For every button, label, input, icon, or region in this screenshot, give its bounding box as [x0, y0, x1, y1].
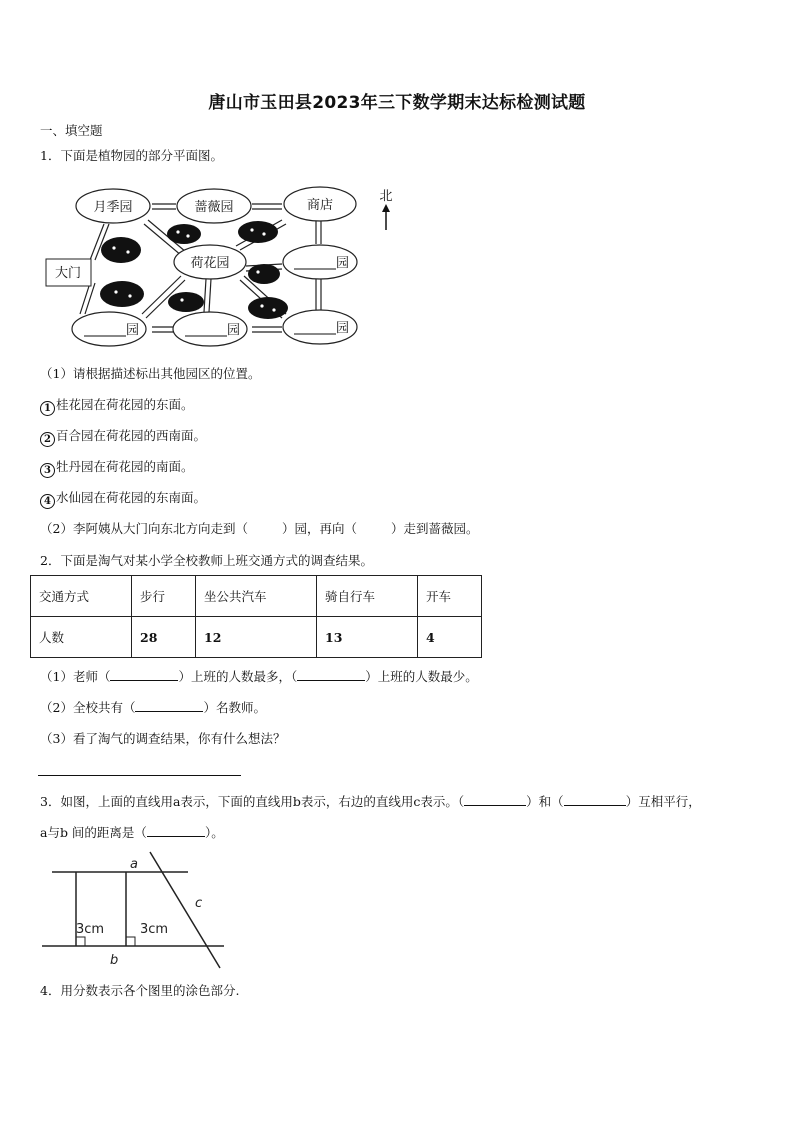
answer-blank[interactable] [110, 668, 178, 681]
q3-line1 [40, 792, 701, 810]
q2-sub1 [40, 667, 478, 685]
garden-map [36, 180, 406, 350]
q3-part: ）和（ [526, 794, 564, 809]
table-row [31, 576, 482, 617]
q3-line2 [40, 823, 224, 841]
answer-blank[interactable] [297, 668, 365, 681]
circled-number: 2 [40, 432, 55, 447]
q2-sub1-part: ）上班的人数最少。 [365, 669, 478, 684]
line-c [150, 852, 220, 968]
label-shangdian: 商店 [306, 198, 334, 213]
q1-item-text: 桂花园在荷花园的东面。 [56, 397, 194, 412]
q2-sub1-part: ）上班的人数最多，（ [178, 669, 298, 684]
answer-blank[interactable] [147, 824, 205, 837]
q1-item-text: 水仙园在荷花园的东南面。 [56, 490, 207, 505]
q1-item-1 [40, 395, 194, 416]
table-cell: 28 [132, 617, 196, 658]
table-cell: 4 [418, 617, 482, 658]
label-qiangwei: 蔷薇园 [194, 200, 234, 215]
label-blank-east: 园 [336, 256, 350, 271]
answer-blank[interactable] [464, 793, 526, 806]
q2-sub2-part: （2）全校共有（ [40, 700, 136, 715]
circled-number: 1 [40, 401, 55, 416]
table-cell: 13 [317, 617, 418, 658]
q1-item-text: 牡丹园在荷花园的南面。 [56, 459, 194, 474]
survey-table [30, 575, 482, 658]
parallel-lines-figure [38, 848, 238, 973]
label-yueji: 月季园 [93, 200, 133, 215]
q4-stem: 4．用分数表示各个图里的涂色部分. [40, 983, 240, 998]
page-title: 唐山市玉田县2023年三下数学期末达标检测试题 [208, 93, 586, 113]
table-header-cell: 骑自行车 [317, 576, 418, 617]
q3-part: 3．如图，上面的直线用a表示，下面的直线用b表示，右边的直线用c表示。（ [40, 794, 465, 809]
table-cell: 12 [196, 617, 317, 658]
q3-part: a与b 间的距离是（ [40, 825, 147, 840]
label-damen: 大门 [54, 266, 82, 281]
q1-item-text: 百合园在荷花园的西南面。 [56, 428, 207, 443]
q1-item-2 [40, 426, 206, 447]
table-header-cell: 步行 [132, 576, 196, 617]
table-header-cell: 坐公共汽车 [196, 576, 317, 617]
q1-item-3 [40, 457, 194, 478]
circled-number: 3 [40, 463, 55, 478]
north-arrow-icon [382, 204, 390, 230]
north-label: 北 [379, 189, 393, 204]
label-blank-s: 园 [227, 323, 241, 338]
q2-sub2-part: ）名教师。 [203, 700, 266, 715]
q2-sub2 [40, 698, 266, 716]
label-blank-se: 园 [336, 321, 350, 336]
distance-label-2: 3cm [140, 922, 169, 937]
table-cell: 人数 [31, 617, 132, 658]
label-c: c [195, 896, 203, 911]
table-header-cell: 开车 [418, 576, 482, 617]
q2-sub3: （3）看了淘气的调查结果，你有什么想法？ [40, 731, 286, 746]
table-header-cell: 交通方式 [31, 576, 132, 617]
distance-label-1: 3cm [76, 922, 105, 937]
label-hehua: 荷花园 [190, 256, 230, 271]
q1-sub2 [40, 519, 479, 537]
answer-blank[interactable] [135, 699, 203, 712]
q1-sub1: （1）请根据描述标出其他园区的位置。 [40, 366, 261, 381]
q2-stem: 2．下面是淘气对某小学全校教师上班交通方式的调查结果。 [40, 553, 373, 568]
q3-part: ）。 [204, 825, 224, 840]
circled-number: 4 [40, 494, 55, 509]
q1-sub2-part: ）园，再向（ [281, 521, 357, 536]
section-heading: 一、填空题 [40, 123, 103, 138]
answer-line[interactable] [38, 775, 241, 776]
q2-sub1-part: （1）老师（ [40, 669, 111, 684]
answer-blank[interactable] [564, 793, 626, 806]
q3-part: ）互相平行， [625, 794, 701, 809]
q1-item-4 [40, 488, 206, 509]
label-blank-sw: 园 [126, 323, 140, 338]
q1-sub2-part: ）走到蔷薇园。 [390, 521, 479, 536]
table-row [31, 617, 482, 658]
q1-sub2-part: （2）李阿姨从大门向东北方向走到（ [40, 521, 248, 536]
q1-stem: 1．下面是植物园的部分平面图。 [40, 148, 223, 163]
label-b: b [110, 953, 119, 968]
label-a: a [130, 857, 138, 872]
